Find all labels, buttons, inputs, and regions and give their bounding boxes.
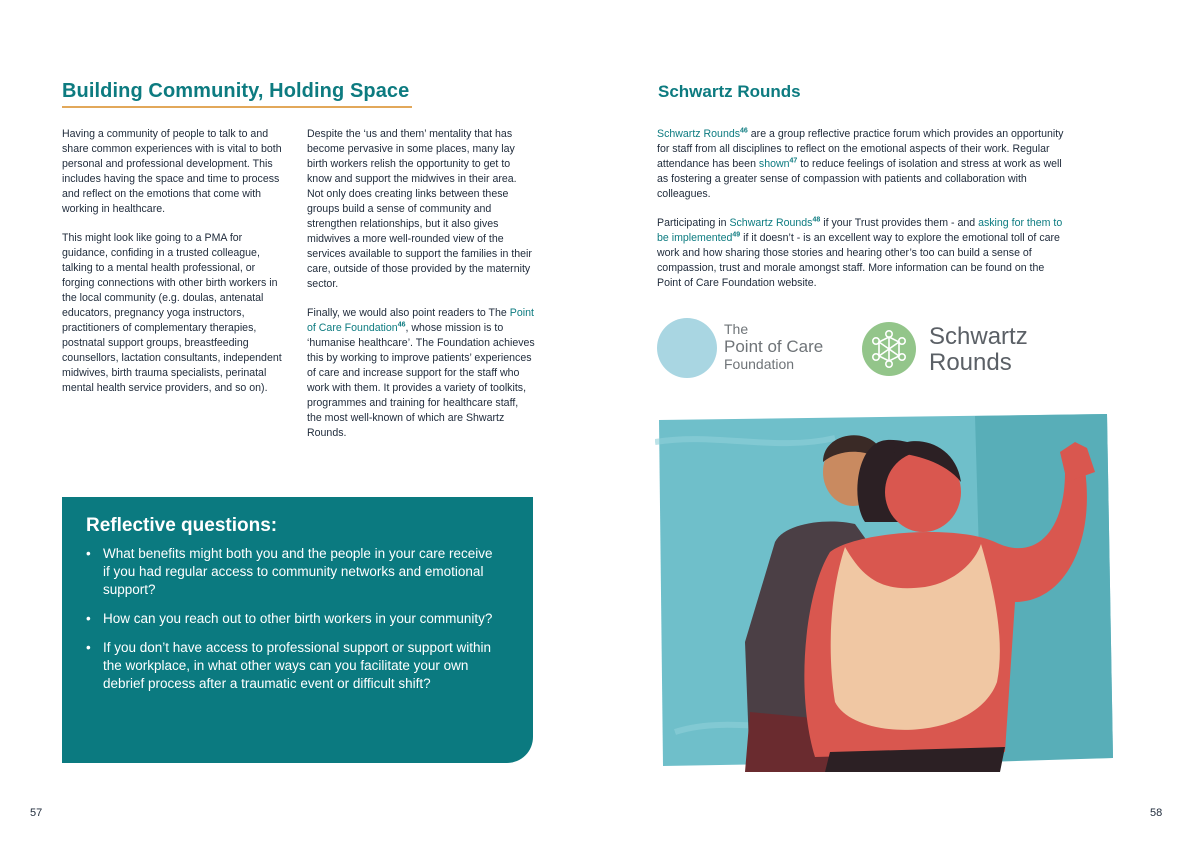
- list-item: • How can you reach out to other birth workers in your community?: [86, 610, 493, 628]
- paragraph: Despite the ‘us and them’ mentality that has become pervasive in some places, many lay birth workers relish the opportunity to get to know and support the midwives in their area. Not only does creating links between these groups build a sense of community and strengthen relationships, but it also gives midwives a more well-rounded view of the services available to support the families in their care, outside of those provided by the maternity sector.: [307, 128, 532, 290]
- footnote-ref[interactable]: 47: [789, 157, 798, 165]
- reflective-title: Reflective questions:: [86, 515, 278, 536]
- left-column-1: [62, 127, 290, 410]
- list-item: • If you don’t have access to professional support or support within the workplace, in what other ways can you facilitate your own debrief process after a traumatic event or difficult shift?: [86, 639, 493, 693]
- heading-underline: [62, 106, 412, 108]
- footnote-ref[interactable]: 46: [397, 321, 406, 329]
- paragraph: Participating in Schwartz Rounds$^{48}$ if your Trust provides them - and asking for them to be implemented$^{49}$ if it doesn’t - is an excellent way to explore the emotional toll of care work and how sharing those stories and hearing other’s too can build a sense of compassion, trust and morale amongst staff. More information can be found on the Point of Care Foundation website.: [657, 216, 1063, 289]
- section-heading-schwartz: Schwartz Rounds: [658, 82, 801, 101]
- right-column: [657, 127, 1069, 305]
- question-list: [86, 545, 493, 693]
- footnote-ref[interactable]: 48: [812, 216, 821, 224]
- shown-link[interactable]: shown: [758, 158, 790, 170]
- paragraph: Finally, we would also point readers to The Point of Care Foundation$^{46}$, whose mission is to ‘humanise healthcare’. The Foundation achieves this by working to improve patients’ experiences of care and increase support for the staff who work with them. It provides a variety of toolkits, programmes and training for healthcare staff, the most well-known of which are Shwartz Rounds.: [307, 307, 535, 439]
- page-number-right: 58: [1150, 807, 1163, 819]
- point-of-care-link[interactable]: Point of Care Foundation: [307, 307, 534, 334]
- reflective-questions-box: [62, 497, 533, 763]
- schwartz-rounds-link[interactable]: Schwartz Rounds: [657, 128, 741, 140]
- left-column-2: [307, 127, 535, 455]
- list-item: • What benefits might both you and the people in your care receive if you had regular access to community networks and emotional support?: [86, 545, 493, 599]
- pregnant-woman-illustration: [655, 412, 1115, 772]
- page-number-left: 57: [30, 807, 43, 819]
- point-of-care-logo-icon: [657, 318, 717, 378]
- section-heading-community: Building Community, Holding Space: [62, 80, 410, 102]
- schwartz-rounds-link[interactable]: Schwartz Rounds: [729, 217, 813, 229]
- schwartz-rounds-logo-icon: [862, 322, 916, 376]
- footnote-ref[interactable]: 49: [732, 231, 741, 239]
- schwartz-rounds-logo-text: Schwartz Rounds: [929, 323, 1028, 376]
- paragraph: This might look like going to a PMA for guidance, confiding in a trusted colleague, talking to a mental health professional, or forging connections with other birth workers in the local community (e.g. doulas, antenatal educators, pregnancy yoga instructors, practitioners of complementary therapies, postnatal support groups, breastfeeding counsellors, lactation consultants, independent midwives, birth trauma specialists, perinatal mental health service providers, and so on).: [62, 232, 282, 394]
- footnote-ref[interactable]: 46: [740, 127, 748, 135]
- paragraph: Having a community of people to talk to and share common experiences with is vital to both personal and professional development. This includes having the space and time to process and reflect on the emotions that come with working in healthcare.: [62, 128, 282, 215]
- asking-implemented-link[interactable]: asking for them to be implemented: [657, 217, 1063, 244]
- point-of-care-logo-text: The Point of Care Foundation: [724, 321, 824, 372]
- paragraph: Schwartz Rounds$^{46}$ are a group reflective practice forum which provides an opportunity for staff from all disciplines to reflect on the emotional aspects of their work. Regular attendance has been shown$^{47}$ to reduce feelings of isolation and stress at work as well as fostering a greater sense of compassion with patients and collaboration with colleagues.: [657, 127, 1064, 200]
